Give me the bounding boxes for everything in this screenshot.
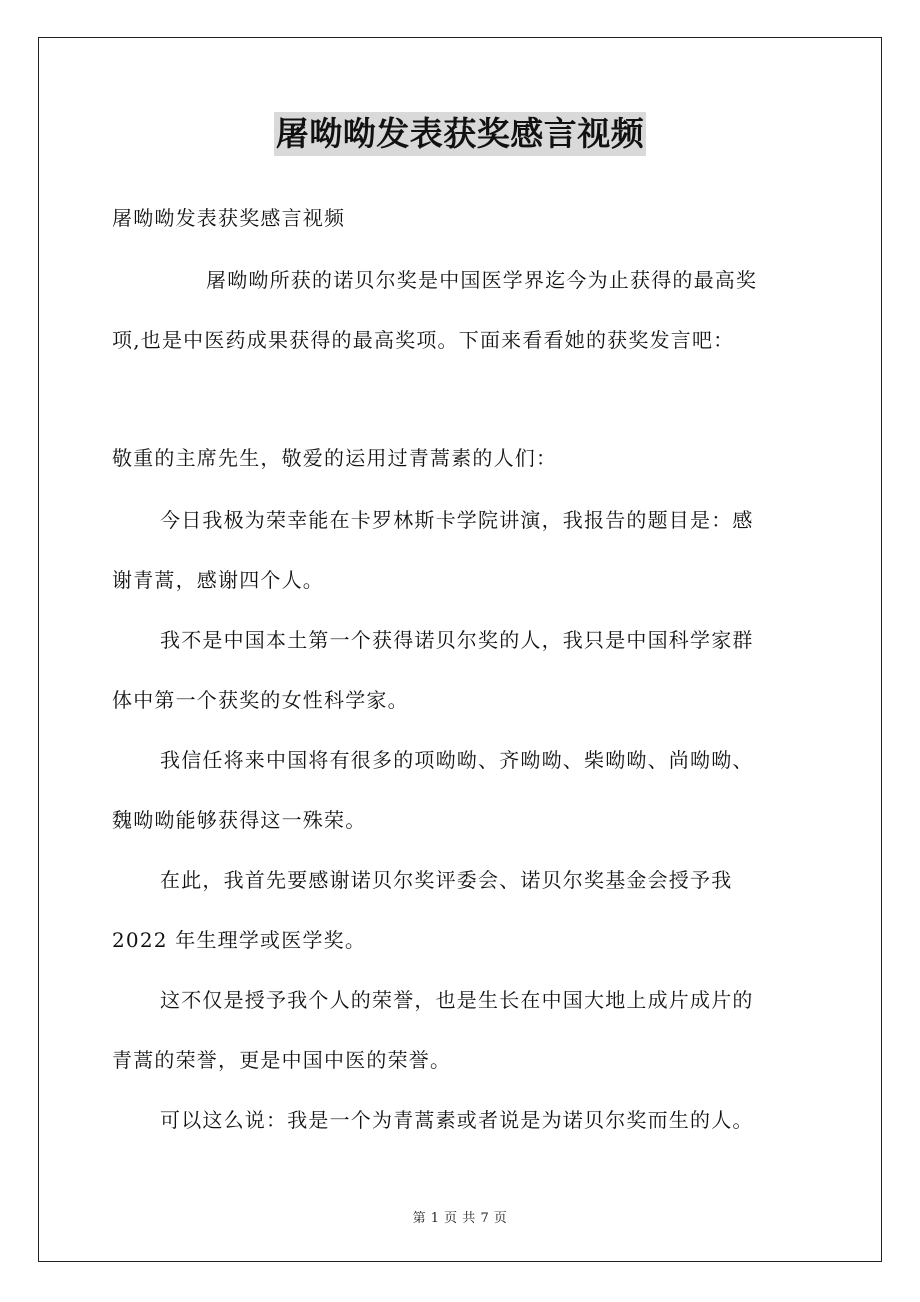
salutation: 敬重的主席先生，敬爱的运用过青蒿素的人们： xyxy=(112,446,558,470)
subtitle: 屠呦呦发表获奖感言视频 xyxy=(112,206,346,230)
paragraph-line-9: 魏呦呦能够获得这一殊荣。 xyxy=(112,808,367,832)
paragraph-line-1: 屠呦呦所获的诺贝尔奖是中国医学界迄今为止获得的最高奖 xyxy=(206,268,758,292)
title-container xyxy=(0,112,920,156)
paragraph-line-12: 这不仅是授予我个人的荣誉，也是生长在中国大地上成片成片的 xyxy=(160,988,754,1012)
paragraph-line-2: 项,也是中医药成果获得的最高奖项。下面来看看她的获奖发言吧： xyxy=(112,328,735,352)
paragraph-line-13: 青蒿的荣誉，更是中国中医的荣誉。 xyxy=(112,1048,452,1072)
paragraph-line-5: 谢青蒿，感谢四个人。 xyxy=(112,568,324,592)
page-footer: 第 1 页 共 7 页 xyxy=(412,1211,508,1226)
paragraph-line-6: 我不是中国本土第一个获得诺贝尔奖的人，我只是中国科学家群 xyxy=(160,628,754,652)
paragraph-line-7: 体中第一个获奖的女性科学家。 xyxy=(112,688,409,712)
document-title: 屠呦呦发表获奖感言视频 xyxy=(274,112,647,156)
paragraph-line-10: 在此，我首先要感谢诺贝尔奖评委会、诺贝尔奖基金会授予我 xyxy=(160,868,733,892)
paragraph-line-4: 今日我极为荣幸能在卡罗林斯卡学院讲演，我报告的题目是：感 xyxy=(160,508,754,532)
paragraph-line-8: 我信任将来中国将有很多的项呦呦、齐呦呦、柴呦呦、尚呦呦、 xyxy=(160,748,754,772)
paragraph-line-14: 可以这么说：我是一个为青蒿素或者说是为诺贝尔奖而生的人。 xyxy=(160,1108,754,1132)
paragraph-line-11: 2022 年生理学或医学奖。 xyxy=(112,928,367,952)
